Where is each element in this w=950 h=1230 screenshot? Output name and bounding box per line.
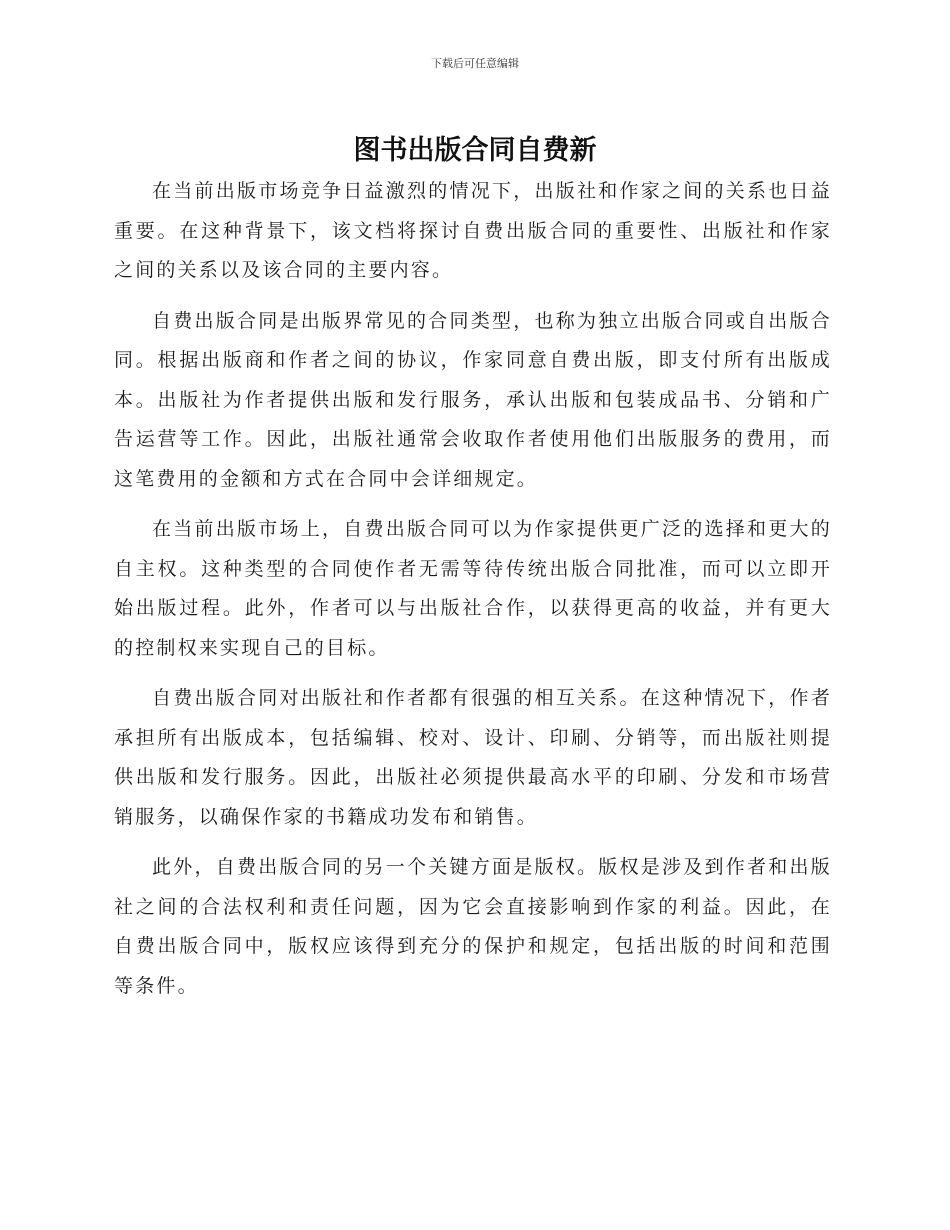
paragraph-1: 在当前出版市场竞争日益激烈的情况下，出版社和作家之间的关系也日益重要。在这种背景下，该文档将探讨自费出版合同的重要性、出版社和作家之间的关系以及该合同的主要内容。	[114, 180, 832, 281]
document-body	[114, 172, 832, 1017]
page-header-note: 下载后可任意编辑	[431, 57, 519, 70]
paragraph-2: 自费出版合同是出版界常见的合同类型，也称为独立出版合同或自出版合同。根据出版商和作者之间的协议，作家同意自费出版，即支付所有出版成本。出版社为作者提供出版和发行服务，承认出版和包装成品书、分销和广告运营等工作。因此，出版社通常会收取作者使用他们出版服务的费用，而这笔费用的金额和方式在合同中会详细规定。	[114, 309, 832, 490]
paragraph-4: 自费出版合同对出版社和作者都有很强的相互关系。在这种情况下，作者承担所有出版成本，包括编辑、校对、设计、印刷、分销等，而出版社则提供出版和发行服务。因此，出版社必须提供最高水平的印刷、分发和市场营销服务，以确保作家的书籍成功发布和销售。	[114, 687, 832, 828]
paragraph-5: 此外，自费出版合同的另一个关键方面是版权。版权是涉及到作者和出版社之间的合法权利和责任问题，因为它会直接影响到作家的利益。因此，在自费出版合同中，版权应该得到充分的保护和规定，包括出版的时间和范围等条件。	[114, 856, 832, 997]
document-title: 图书出版合同自费新	[353, 135, 597, 166]
paragraph-3: 在当前出版市场上，自费出版合同可以为作家提供更广泛的选择和更大的自主权。这种类型的合同使作者无需等待传统出版合同批准，而可以立即开始出版过程。此外，作者可以与出版社合作，以获得更高的收益，并有更大的控制权来实现自己的目标。	[114, 518, 832, 659]
